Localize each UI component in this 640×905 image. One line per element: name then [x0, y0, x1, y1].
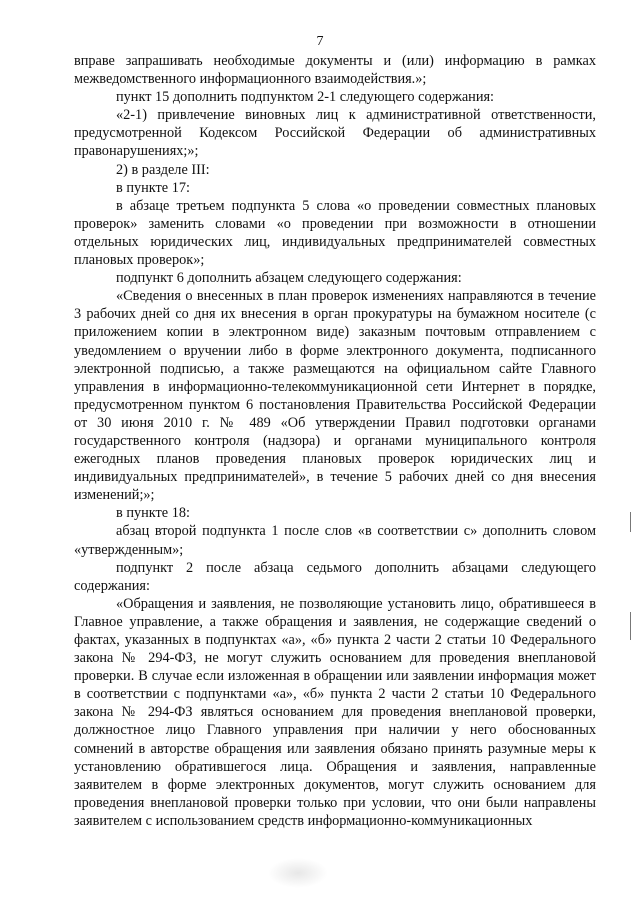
paragraph: «Сведения о внесенных в план проверок изменениях направляются в течение 3 рабочих дней со дня их внесения в орган прокуратуры на бумажном носителе (с приложением копии в электронном виде) заказным почтовым отправлением с уведомлением о вручении либо в форме электронного документа, подписанного электронной подписью, а также размещаются на официальном сайте Главного управления в информационно-телекоммуникационной сети Интернет в порядке, предусмотренном пунктом 6 постановления Правительства Российской Федерации от 30 июня 2010 г. № 489 «Об утверждении Правил подготовки органами государственного контроля (надзора) и органами муниципального контроля ежегодных планов проведения плановых проверок юридических лиц и индивидуальных предпринимателей», в течение 5 рабочих дней со дня внесения изменений;»;	[74, 288, 596, 504]
paragraph: «Обращения и заявления, не позволяющие установить лицо, обратившееся в Главное управление, а также обращения и заявления, не содержащие сведений о фактах, указанных в подпунктах «а», «б» пункта 2 части 2 статьи 10 Федерального закона № 294-ФЗ, не могут служить основанием для проведения внеплановой проверки. В случае если изложенная в обращении или заявлении информация может в соответствии с подпунктами «а», «б» пункта 2 части 2 статьи 10 Федерального закона № 294-ФЗ являться основанием для проведения внеплановой проверки, должностное лицо Главного управления при наличии у него обоснованных сомнений в авторстве обращения или заявления обязано принять разумные меры к установлению обратившегося лица. Обращения и заявления, направленные заявителем в форме электронных документов, могут служить основанием для проведения внеплановой проверки только при условии, что они были направлены заявителем с использованием средств информационно-коммуникационных	[74, 595, 596, 829]
paragraph: в пункте 17:	[116, 179, 190, 196]
scan-smudge	[268, 858, 328, 888]
scan-edge-mark	[630, 512, 631, 532]
paragraph: абзац второй подпункта 1 после слов «в соответствии с» дополнить словом «утвержденным»;	[74, 523, 596, 558]
scan-edge-mark	[630, 612, 631, 640]
document-body	[74, 52, 596, 830]
paragraph: пункт 15 дополнить подпунктом 2-1 следующего содержания:	[116, 89, 495, 106]
page-number: 7	[316, 34, 324, 49]
paragraph: подпункт 2 после абзаца седьмого дополнить абзацами следующего содержания:	[74, 559, 596, 594]
paragraph: в абзаце третьем подпункта 5 слова «о проведении совместных плановых проверок» заменить словами «о проведении при возможности в отношении отдельных юридических лиц, индивидуальных предпринимателей совместных плановых проверок»;	[74, 197, 596, 269]
paragraph: 2) в разделе III:	[116, 161, 210, 178]
paragraph: подпункт 6 дополнить абзацем следующего содержания:	[116, 270, 462, 287]
paragraph: в пункте 18:	[116, 505, 190, 522]
paragraph: «2-1) привлечение виновных лиц к административной ответственности, предусмотренной Кодексом Российской Федерации об административных правонарушениях;»;	[74, 107, 596, 160]
paragraph: вправе запрашивать необходимые документы и (или) информацию в рамках межведомственного информационного взаимодействия.»;	[74, 53, 596, 88]
